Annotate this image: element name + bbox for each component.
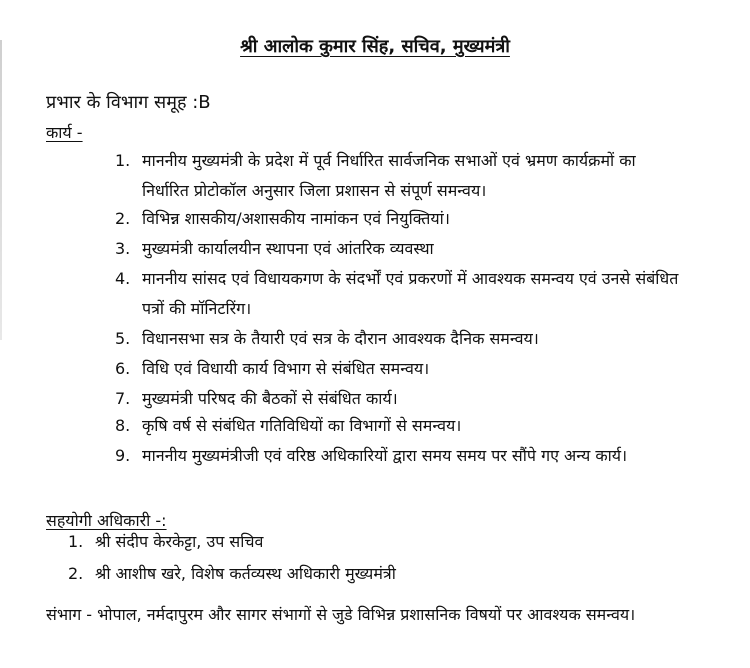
department-group: प्रभार के विभाग समूह :B	[46, 92, 211, 113]
duty-item-7	[115, 384, 685, 414]
supporting-officers-heading: सहयोगी अधिकारी -:	[46, 511, 167, 530]
duty-text: विधि एवं विधायी कार्य विभाग से संबंधित समन्वय।	[142, 359, 430, 378]
officer-item-2	[68, 559, 668, 589]
duty-number: 3.	[115, 239, 131, 258]
document-title: श्री आलोक कुमार सिंह, सचिव, मुख्यमंत्री	[240, 36, 510, 57]
duty-text: विधानसभा सत्र के तैयारी एवं सत्र के दौरान आवश्यक दैनिक समन्वय।	[142, 329, 539, 348]
duty-text: माननीय मुख्यमंत्री के प्रदेश में पूर्व निर्धारित सार्वजनिक सभाओं एवं भ्रमण कार्यक्रमों का निर्धारित प्रोटोकॉल अनुसार जिला प्रशासन से संपूर्ण समन्वय।	[142, 151, 636, 200]
duty-item-5	[115, 324, 685, 354]
division-note: संभाग - भोपाल, नर्मदापुरम और सागर संभागों से जुडे विभिन्न प्रशासनिक विषयों पर आवश्यक समन्वय।	[46, 605, 636, 624]
scan-edge-mark	[0, 40, 2, 340]
duty-item-4	[115, 264, 685, 324]
officer-number: 1.	[68, 532, 84, 551]
duty-item-6	[115, 354, 685, 384]
duty-text: मुख्यमंत्री कार्यालयीन स्थापना एवं आंतरिक व्यवस्था	[142, 239, 434, 258]
officer-text: श्री आशीष खरे, विशेष कर्तव्यस्थ अधिकारी मुख्यमंत्री	[95, 564, 396, 583]
officer-number: 2.	[68, 564, 84, 583]
duty-text: माननीय मुख्यमंत्रीजी एवं वरिष्ठ अधिकारियों द्वारा समय समय पर सौंपे गए अन्य कार्य।	[142, 446, 628, 465]
officer-item-1	[68, 527, 668, 557]
duty-text: विभिन्न शासकीय/अशासकीय नामांकन एवं नियुक्तियां।	[142, 209, 450, 228]
duty-number: 7.	[115, 389, 131, 408]
officer-text: श्री संदीप केरकेट्टा, उप सचिव	[95, 532, 264, 551]
duty-number: 4.	[115, 269, 131, 288]
duty-number: 2.	[115, 209, 131, 228]
duty-item-1	[115, 146, 685, 206]
duty-item-3	[115, 234, 685, 264]
duty-text: माननीय सांसद एवं विधायकगण के संदर्भों एवं प्रकरणों में आवश्यक समन्वय एवं उनसे संबंधित पत्रों की मॉनिटरिंग।	[142, 269, 679, 318]
duty-text: मुख्यमंत्री परिषद की बैठकों से संबंधित कार्य।	[142, 389, 398, 408]
duty-number: 8.	[115, 416, 131, 435]
duty-text: कृषि वर्ष से संबंधित गतिविधियों का विभागों से समन्वय।	[142, 416, 462, 435]
duty-item-9	[115, 441, 685, 471]
work-heading: कार्य -	[46, 123, 83, 142]
duty-number: 9.	[115, 446, 131, 465]
duty-number: 6.	[115, 359, 131, 378]
duty-number: 1.	[115, 151, 131, 170]
duty-item-8	[115, 411, 685, 441]
duty-number: 5.	[115, 329, 131, 348]
duty-item-2	[115, 204, 685, 234]
